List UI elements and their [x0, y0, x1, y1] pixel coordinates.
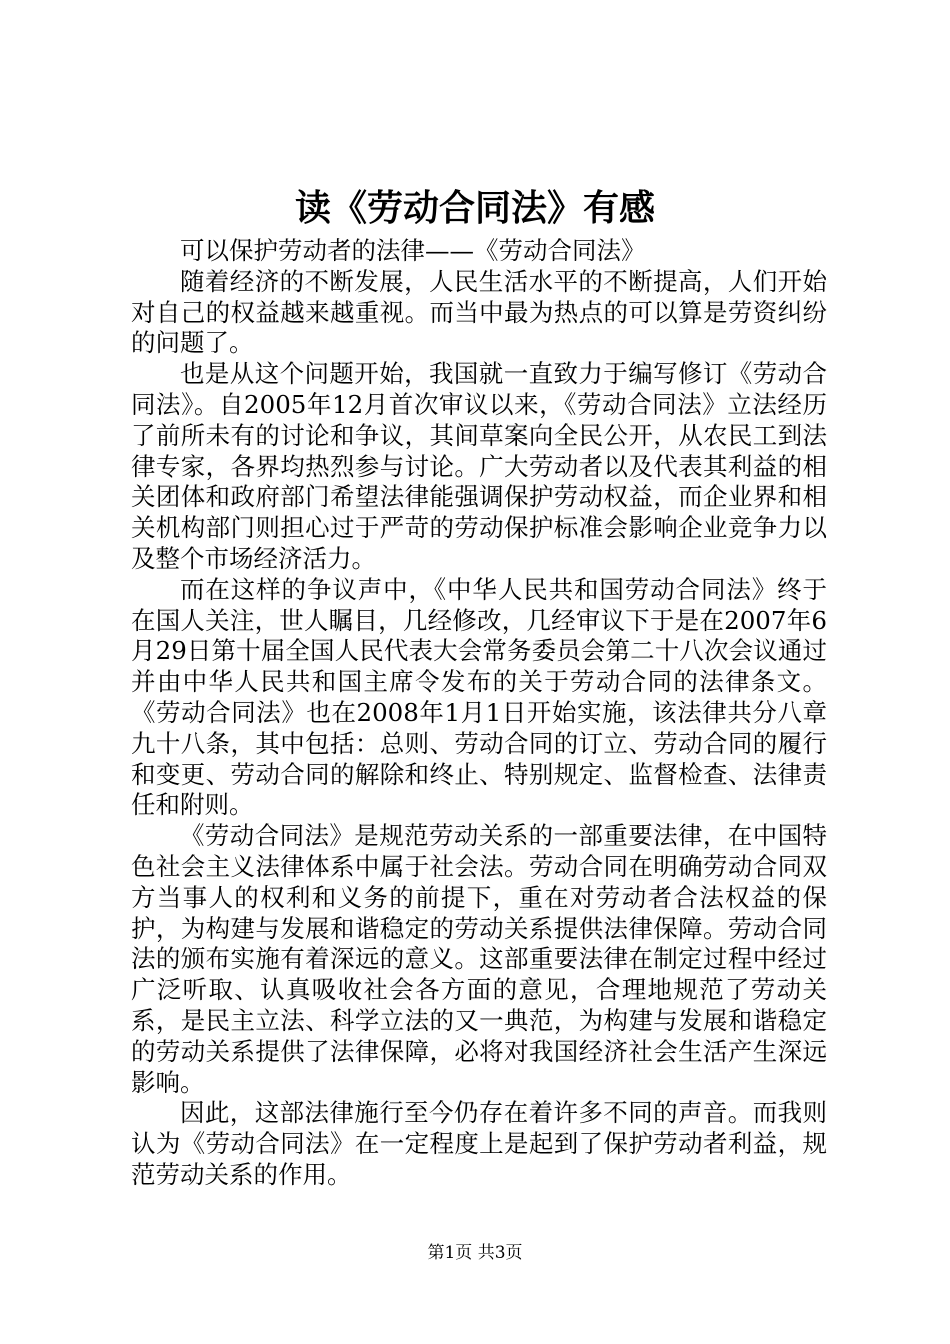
- page-number-footer: 第1页 共3页: [427, 1243, 523, 1263]
- paragraph-4: 《劳动合同法》是规范劳动关系的一部重要法律，在中国特色社会主义法律体系中属于社会法。劳动合同在明确劳动合同双方当事人的权利和义务的前提下，重在对劳动者合法权益的保护，为构建与发展和谐稳定的劳动关系提供法律保障。劳动合同法的颁布实施有着深远的意义。这部重要法律在制定过程中经过广泛听取、认真吸收社会各方面的意见，合理地规范了劳动关系，是民主立法、科学立法的又一典范，为构建与发展和谐稳定的劳动关系提供了法律保障，必将对我国经济社会生活产生深远影响。: [131, 821, 827, 1097]
- document-title: 读《劳动合同法》有感: [294, 187, 655, 229]
- paragraph-1: 随着经济的不断发展，人民生活水平的不断提高，人们开始对自己的权益越来越重视。而当中最为热点的可以算是劳资纠纷的问题了。: [131, 266, 827, 358]
- paragraph-2: 也是从这个问题开始，我国就一直致力于编写修订《劳动合同法》。自2005年12月首次审议以来，《劳动合同法》立法经历了前所未有的讨论和争议，其间草案向全民公开，从农民工到法律专家，各界均热烈参与讨论。广大劳动者以及代表其利益的相关团体和政府部门希望法律能强调保护劳动权益，而企业界和相关机构部门则担心过于严苛的劳动保护标准会影响企业竞争力以及整个市场经济活力。: [131, 359, 827, 573]
- document-subtitle: 可以保护劳动者的法律——《劳动合同法》: [180, 236, 646, 265]
- paragraph-3: 而在这样的争议声中，《中华人民共和国劳动合同法》终于在国人关注，世人瞩目，几经修改，几经审议下于是在2007年6月29日第十届全国人民代表大会常务委员会第二十八次会议通过并由中华人民共和国主席令发布的关于劳动合同的法律条文。《劳动合同法》也在2008年1月1日开始实施，该法律共分八章九十八条，其中包括：总则、劳动合同的订立、劳动合同的履行和变更、劳动合同的解除和终止、特别规定、监督检查、法律责任和附则。: [131, 574, 827, 820]
- paragraph-5: 因此，这部法律施行至今仍存在着许多不同的声音。而我则认为《劳动合同法》在一定程度上是起到了保护劳动者利益，规范劳动关系的作用。: [131, 1098, 827, 1189]
- document-body: [131, 236, 827, 1191]
